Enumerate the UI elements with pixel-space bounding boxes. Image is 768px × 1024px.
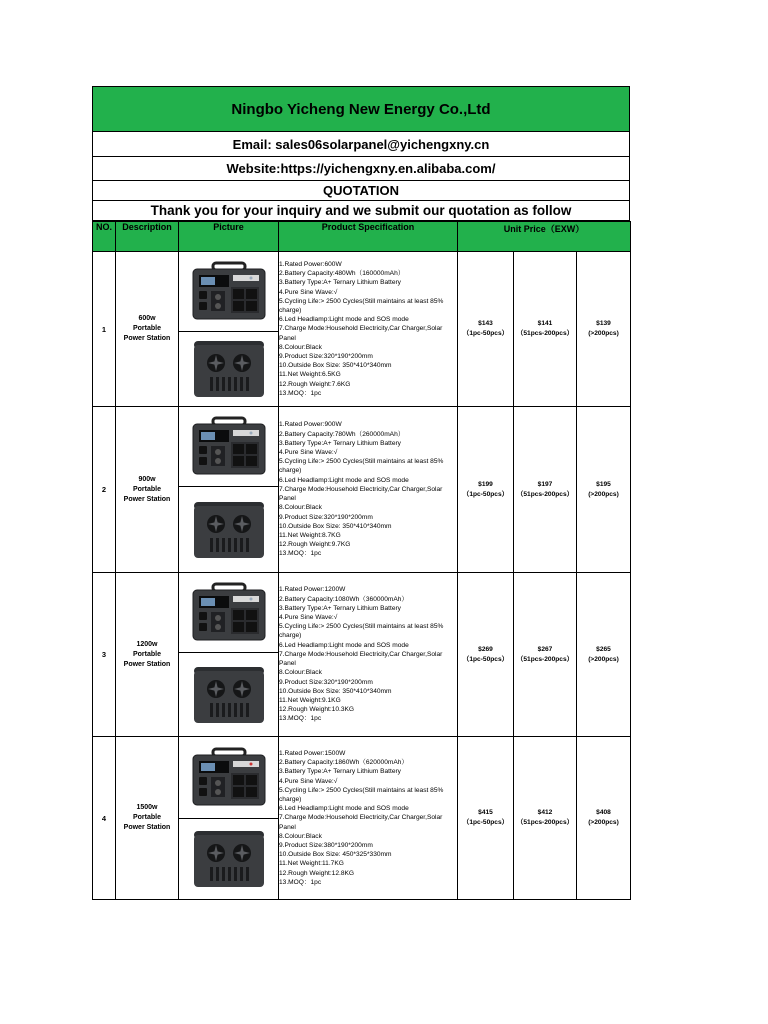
power-station-front-image	[189, 416, 269, 478]
quantity-range: （1pc-50pcs）	[462, 655, 509, 663]
row-number: 2	[93, 407, 116, 573]
col-picture: Picture	[179, 222, 279, 252]
quantity-range: （1pc-50pcs）	[462, 330, 509, 337]
unit-price: $415	[478, 809, 493, 816]
front-picture	[179, 407, 278, 487]
spec-line: 11.Net Weight:6.5KG	[279, 371, 341, 379]
spec-line: 11.Net Weight:9.1KG	[279, 696, 341, 704]
power-station-rear-image	[190, 827, 268, 891]
price-tier-cell	[577, 573, 631, 737]
spec-line: 8.Colour:Black	[279, 343, 322, 351]
rear-picture	[179, 332, 278, 406]
spec-line: 8.Colour:Black	[279, 669, 322, 677]
product-power: 1200w	[136, 640, 158, 648]
product-name: Power Station	[123, 660, 171, 668]
product-pictures	[179, 573, 279, 737]
spec-line: 13.MOQ：1pc	[279, 550, 322, 558]
quantity-range: (>200pcs)	[588, 490, 619, 498]
spec-line: 1.Rated Power:1500W	[279, 749, 346, 757]
product-type: Portable	[132, 814, 161, 821]
col-description: Description	[116, 222, 179, 252]
product-description	[116, 252, 179, 407]
product-specification	[279, 252, 458, 407]
spec-line: 9.Product Size:320*190*200mm	[279, 513, 373, 521]
spec-line: 6.Led Headlamp:Light mode and SOS mode	[279, 805, 409, 813]
quotation-table	[92, 221, 631, 900]
spec-line: 13.MOQ：1pc	[279, 389, 322, 397]
power-station-front-image	[189, 582, 269, 644]
product-description	[116, 737, 179, 900]
email-line: Email: sales06solarpanel@yichengxny.cn	[92, 132, 630, 157]
product-name: Power Station	[123, 335, 171, 342]
spec-line: 1.Rated Power:900W	[279, 421, 342, 429]
spec-line: 3.Battery Type:A+ Ternary Lithium Battery	[279, 439, 401, 447]
spec-line: 13.MOQ：1pc	[279, 878, 322, 886]
spec-line: 8.Colour:Black	[279, 832, 322, 840]
product-description	[116, 573, 179, 737]
row-number: 3	[93, 573, 116, 737]
company-name: Ningbo Yicheng New Energy Co.,Ltd	[92, 86, 630, 132]
price-tier-cell	[458, 407, 514, 573]
power-station-front-image	[189, 261, 269, 323]
spec-line: 11.Net Weight:8.7KG	[279, 531, 341, 539]
unit-price: $143	[478, 320, 493, 327]
product-type: Portable	[132, 650, 161, 658]
spec-line: 3.Battery Type:A+ Ternary Lithium Battery	[279, 279, 401, 287]
rear-picture	[179, 487, 278, 572]
unit-price: $141	[537, 320, 553, 327]
power-station-rear-image	[190, 498, 268, 562]
product-specification	[279, 407, 458, 573]
product-pictures	[179, 252, 279, 407]
website-line: Website:https://yichengxny.en.alibaba.com/	[92, 157, 630, 181]
row-number: 4	[93, 737, 116, 900]
unit-price: $195	[596, 480, 611, 488]
spec-line: 5.Cycling Life:> 2500 Cycles(Still maintains at least 85% charge)	[279, 458, 444, 475]
quantity-range: （1pc-50pcs）	[462, 490, 509, 498]
quantity-range: （1pc-50pcs）	[462, 819, 509, 826]
spec-line: 2.Battery Capacity:780Wh（260000mAh）	[279, 430, 405, 438]
unit-price: $408	[596, 809, 611, 816]
spec-line: 5.Cycling Life:> 2500 Cycles(Still maintains at least 85% charge)	[279, 623, 444, 640]
quotation-heading: QUOTATION	[92, 181, 630, 201]
spec-line: 1.Rated Power:1200W	[279, 586, 346, 594]
unit-price: $265	[596, 645, 611, 653]
product-row	[93, 737, 631, 900]
spec-line: 9.Product Size:380*190*200mm	[279, 842, 373, 849]
spec-line: 10.Outside Box Size: 350*410*340mm	[279, 687, 392, 695]
quantity-range: （51pcs-200pcs）	[516, 330, 574, 337]
spec-line: 2.Battery Capacity:1080Wh（360000mAh）	[279, 595, 409, 603]
front-picture	[179, 252, 278, 332]
spec-line: 8.Colour:Black	[279, 504, 322, 512]
spec-line: 7.Charge Mode:Household Electricity,Car Charger,Solar Panel	[279, 650, 443, 668]
unit-price: $139	[596, 320, 611, 327]
product-specification	[279, 737, 458, 900]
price-tier-cell	[514, 407, 577, 573]
spec-line: 4.Pure Sine Wave:√	[279, 777, 338, 785]
product-row	[93, 573, 631, 737]
spec-line: 12.Rough Weight:9.7KG	[279, 541, 351, 549]
spec-line: 13.MOQ：1pc	[279, 715, 322, 723]
quantity-range: (>200pcs)	[588, 330, 619, 337]
product-pictures	[179, 407, 279, 573]
quantity-range: （51pcs-200pcs）	[516, 655, 574, 663]
product-description	[116, 407, 179, 573]
product-type: Portable	[132, 485, 161, 493]
price-tier-cell	[514, 252, 577, 407]
unit-price: $269	[478, 645, 493, 653]
product-power: 600w	[138, 315, 156, 322]
price-tier-cell	[577, 252, 631, 407]
quantity-range: (>200pcs)	[588, 819, 619, 826]
unit-price: $267	[537, 645, 553, 653]
spec-line: 9.Product Size:320*190*200mm	[279, 353, 373, 360]
quotation-sheet	[92, 86, 630, 900]
col-spec: Product Specification	[279, 222, 458, 252]
thanks-line: Thank you for your inquiry and we submit our quotation as follow	[92, 201, 630, 221]
product-type: Portable	[132, 325, 161, 332]
spec-line: 3.Battery Type:A+ Ternary Lithium Battery	[279, 768, 401, 776]
spec-line: 4.Pure Sine Wave:√	[279, 614, 338, 622]
product-name: Power Station	[123, 495, 171, 503]
spec-line: 5.Cycling Life:> 2500 Cycles(Still maintains at least 85% charge)	[279, 297, 444, 314]
product-power: 900w	[138, 475, 156, 483]
front-picture	[179, 737, 278, 819]
price-tier-cell	[458, 573, 514, 737]
spec-line: 6.Led Headlamp:Light mode and SOS mode	[279, 476, 409, 484]
price-tier-cell	[458, 252, 514, 407]
rear-picture	[179, 653, 278, 736]
spec-line: 6.Led Headlamp:Light mode and SOS mode	[279, 316, 409, 324]
price-tier-cell	[514, 737, 577, 900]
spec-line: 12.Rough Weight:12.8KG	[279, 869, 355, 877]
quantity-range: （51pcs-200pcs）	[516, 490, 574, 498]
power-station-rear-image	[190, 337, 268, 401]
product-power: 1500w	[136, 804, 158, 811]
spec-line: 12.Rough Weight:7.6KG	[279, 380, 351, 388]
spec-line: 3.Battery Type:A+ Ternary Lithium Battery	[279, 604, 401, 612]
spec-line: 7.Charge Mode:Household Electricity,Car Charger,Solar Panel	[279, 814, 443, 831]
col-no: NO.	[93, 222, 116, 252]
spec-line: 10.Outside Box Size: 350*410*340mm	[279, 362, 392, 370]
power-station-front-image	[189, 747, 269, 809]
spec-line: 7.Charge Mode:Household Electricity,Car Charger,Solar Panel	[279, 485, 443, 503]
product-specification	[279, 573, 458, 737]
rear-picture	[179, 819, 278, 899]
product-row	[93, 407, 631, 573]
price-tier-cell	[514, 573, 577, 737]
front-picture	[179, 573, 278, 653]
price-tier-cell	[577, 407, 631, 573]
spec-line: 11.Net Weight:11.7KG	[279, 860, 344, 868]
quantity-range: （51pcs-200pcs）	[516, 819, 574, 826]
spec-line: 10.Outside Box Size: 450*325*330mm	[279, 851, 392, 859]
col-unit-price: Unit Price（EXW）	[458, 222, 631, 252]
spec-line: 2.Battery Capacity:1860Wh（620000mAh）	[279, 759, 409, 767]
spec-line: 9.Product Size:320*190*200mm	[279, 678, 373, 686]
spec-line: 7.Charge Mode:Household Electricity,Car Charger,Solar Panel	[279, 325, 443, 342]
unit-price: $197	[537, 480, 553, 488]
quantity-range: (>200pcs)	[588, 655, 619, 663]
spec-line: 12.Rough Weight:10.3KG	[279, 706, 355, 714]
spec-line: 2.Battery Capacity:480Wh（160000mAh）	[279, 270, 405, 278]
table-header-row	[93, 222, 631, 252]
product-row	[93, 252, 631, 407]
power-station-rear-image	[190, 663, 268, 727]
spec-line: 5.Cycling Life:> 2500 Cycles(Still maintains at least 85% charge)	[279, 786, 444, 803]
product-pictures	[179, 737, 279, 900]
spec-line: 6.Led Headlamp:Light mode and SOS mode	[279, 641, 409, 649]
spec-line: 10.Outside Box Size: 350*410*340mm	[279, 522, 392, 530]
price-tier-cell	[577, 737, 631, 900]
price-tier-cell	[458, 737, 514, 900]
row-number: 1	[93, 252, 116, 407]
spec-line: 1.Rated Power:600W	[279, 260, 342, 268]
unit-price: $412	[537, 809, 553, 816]
product-name: Power Station	[123, 824, 171, 831]
unit-price: $199	[478, 480, 493, 488]
spec-line: 4.Pure Sine Wave:√	[279, 449, 338, 457]
spec-line: 4.Pure Sine Wave:√	[279, 288, 338, 296]
